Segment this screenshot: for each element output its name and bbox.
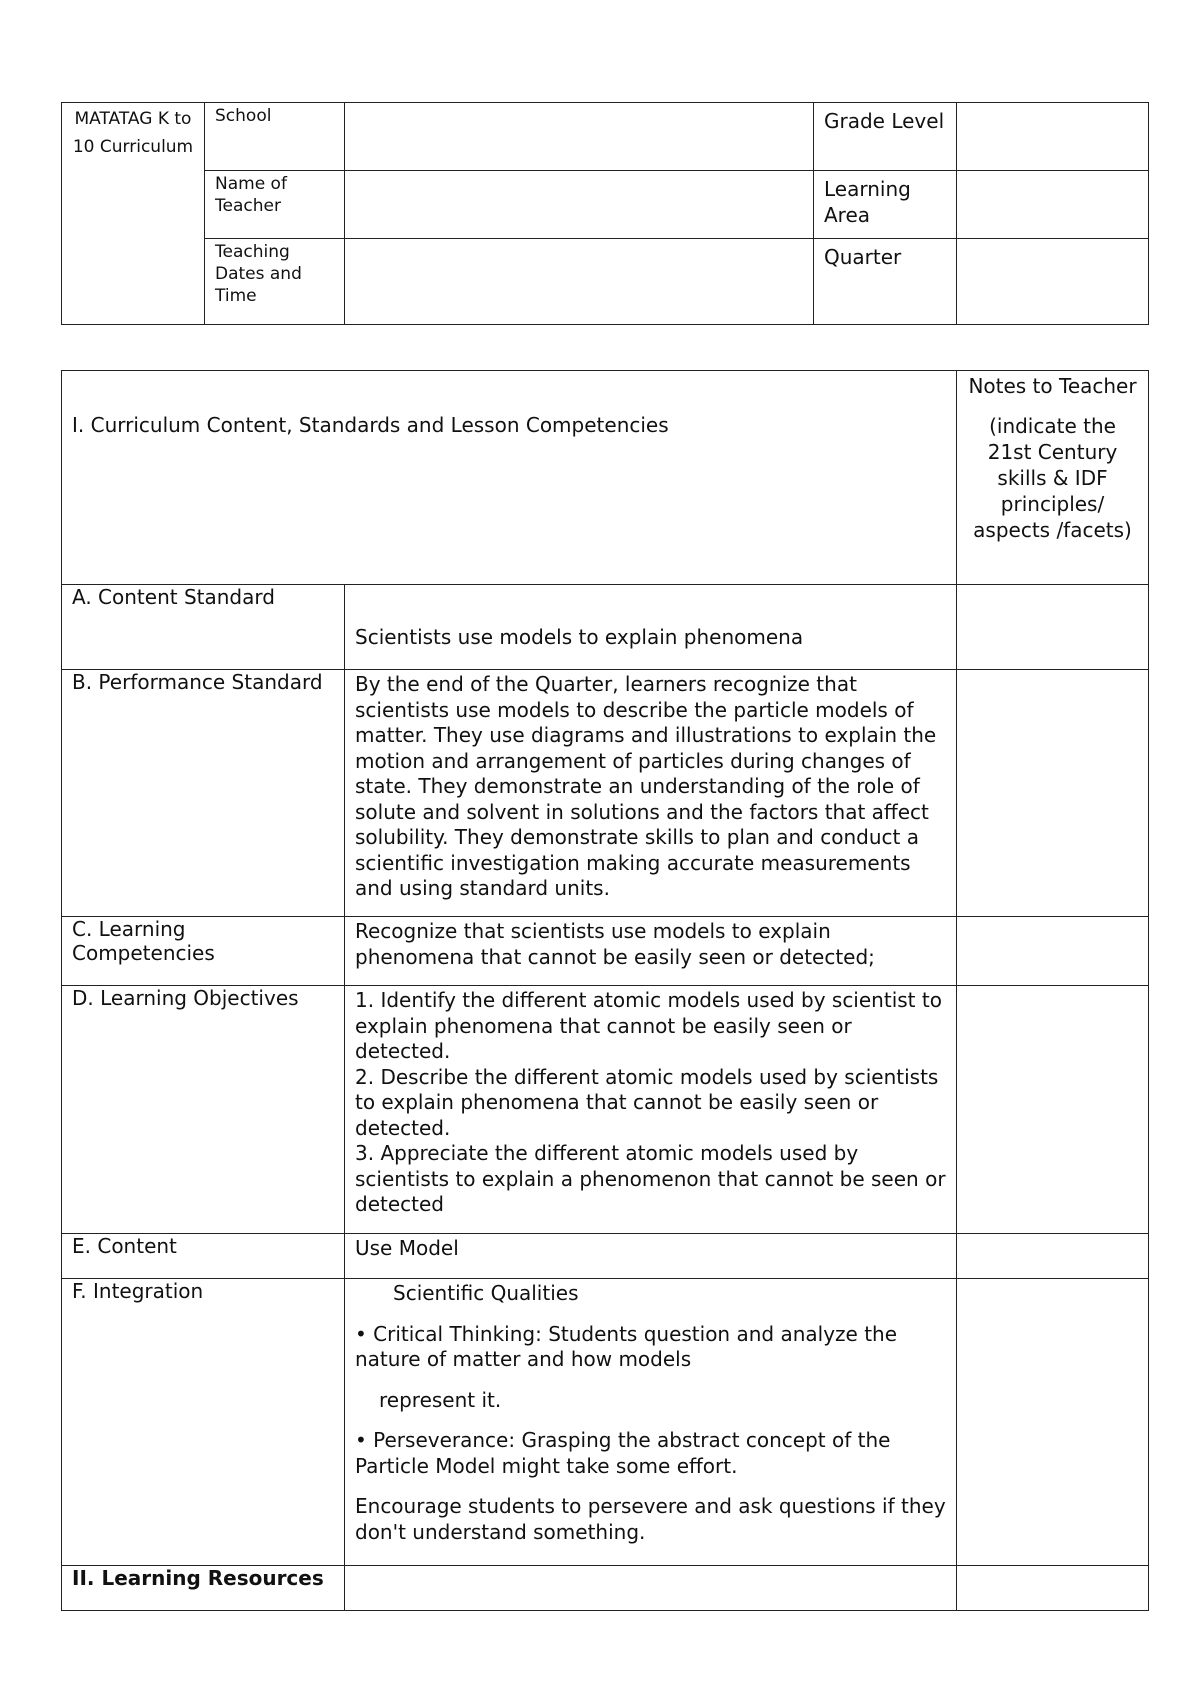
grade-level-label: Grade Level bbox=[814, 103, 957, 171]
integration-bullet: • Perseverance: Grasping the abstract concept of the Particle Model might take some effort. bbox=[355, 1428, 891, 1478]
learning-competencies-notes[interactable] bbox=[957, 917, 1149, 986]
performance-standard-notes[interactable] bbox=[957, 670, 1149, 917]
content-notes[interactable] bbox=[957, 1234, 1149, 1279]
integration-bullet-continued: represent it. bbox=[379, 1387, 502, 1412]
notes-title: Notes to Teacher bbox=[968, 374, 1137, 398]
learning-area-value[interactable] bbox=[957, 171, 1149, 239]
content-label: E. Content bbox=[62, 1234, 345, 1279]
objective-item: 3. Appreciate the different atomic models used by scientists to explain a phenomenon that cannot be seen or detected bbox=[355, 1141, 946, 1216]
integration-bullet: • Critical Thinking: Students question and analyze the nature of matter and how models bbox=[355, 1321, 898, 1371]
integration-value bbox=[345, 1279, 957, 1566]
section-title: I. Curriculum Content, Standards and Lesson Competencies bbox=[62, 371, 957, 585]
grade-level-value[interactable] bbox=[957, 103, 1149, 171]
content-standard-notes[interactable] bbox=[957, 585, 1149, 670]
learning-resources-value[interactable] bbox=[345, 1566, 957, 1611]
content-standard-label: A. Content Standard bbox=[62, 585, 345, 670]
content-value: Use Model bbox=[345, 1234, 957, 1279]
integration-notes[interactable] bbox=[957, 1279, 1149, 1566]
performance-standard-label: B. Performance Standard bbox=[62, 670, 345, 917]
objective-item: 2. Describe the different atomic models used by scientists to explain phenomena that cannot be easily seen or detected. bbox=[355, 1064, 939, 1140]
objective-item: 1. Identify the different atomic models used by scientist to explain phenomena that cannot be easily seen or detected. bbox=[355, 988, 942, 1063]
performance-standard-value: By the end of the Quarter, learners recognize that scientists use models to describe the particle models of matter. They use diagrams and illustrations to explain the motion and arrangement of particles during changes of state. They demonstrate an understanding of the role of solute and solvent in solutions and the factors that affect solubility. They demonstrate skills to plan and conduct a scientific investigation making accurate measurements and using standard units. bbox=[345, 670, 957, 917]
learning-objectives-notes[interactable] bbox=[957, 986, 1149, 1234]
notes-to-teacher-header bbox=[957, 371, 1149, 585]
curriculum-brand: MATATAG K to 10 Curriculum bbox=[62, 103, 205, 325]
notes-instructions: (indicate the 21st Century skills & IDF principles/ aspects /facets) bbox=[973, 414, 1132, 542]
quarter-label: Quarter bbox=[814, 239, 957, 325]
learning-competencies-value: Recognize that scientists use models to explain phenomena that cannot be easily seen or detected; bbox=[345, 917, 957, 986]
learning-resources-notes[interactable] bbox=[957, 1566, 1149, 1611]
learning-resources-label: II. Learning Resources bbox=[62, 1566, 345, 1611]
header-table bbox=[61, 102, 1149, 325]
content-standard-value: Scientists use models to explain phenomena bbox=[345, 585, 957, 670]
integration-label: F. Integration bbox=[62, 1279, 345, 1566]
quarter-value[interactable] bbox=[957, 239, 1149, 325]
lesson-plan-table bbox=[61, 370, 1149, 1611]
teacher-name-value[interactable] bbox=[345, 171, 814, 239]
teacher-name-label: Name of Teacher bbox=[205, 171, 345, 239]
learning-competencies-label: C. Learning Competencies bbox=[62, 917, 345, 986]
learning-objectives-value bbox=[345, 986, 957, 1234]
teaching-dates-value[interactable] bbox=[345, 239, 814, 325]
school-value[interactable] bbox=[345, 103, 814, 171]
school-label: School bbox=[205, 103, 345, 171]
teaching-dates-label: Teaching Dates and Time bbox=[205, 239, 345, 325]
integration-heading: Scientific Qualities bbox=[393, 1281, 579, 1305]
integration-closing: Encourage students to persevere and ask questions if they don't understand something. bbox=[355, 1494, 946, 1544]
learning-area-label: Learning Area bbox=[814, 171, 957, 239]
learning-objectives-label: D. Learning Objectives bbox=[62, 986, 345, 1234]
